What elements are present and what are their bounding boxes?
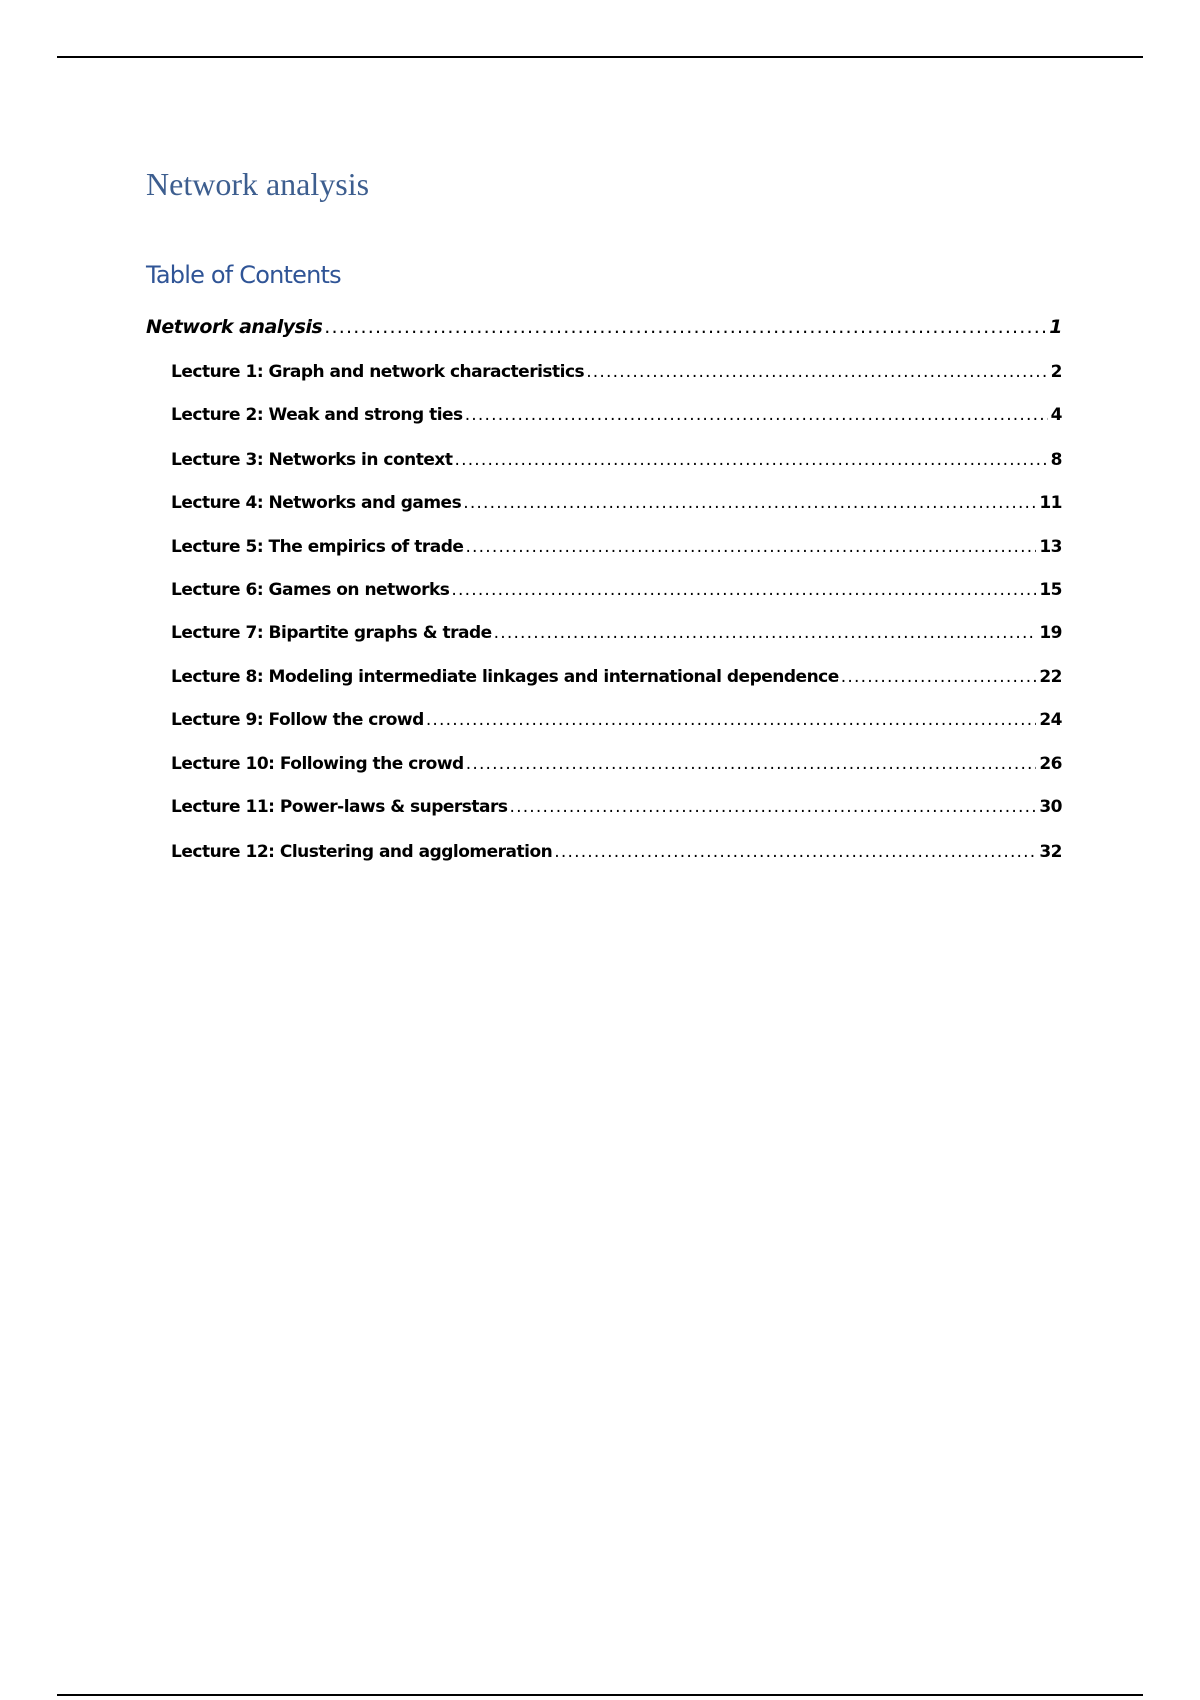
toc-entry[interactable]	[171, 534, 1062, 560]
toc-entry-text: Lecture 9: Follow the crowd	[171, 710, 424, 730]
toc-dot-leader	[324, 314, 1046, 340]
toc-page-number: 32	[1039, 842, 1062, 862]
toc-dot-leader	[451, 577, 1036, 603]
toc-entry-text: Lecture 3: Networks in context	[171, 450, 453, 470]
toc-dot-leader	[586, 359, 1047, 385]
toc-page-number: 19	[1039, 623, 1062, 643]
toc-dot-leader	[466, 751, 1037, 777]
toc-dot-leader	[426, 707, 1037, 733]
toc-dot-leader	[465, 534, 1036, 560]
toc-page-number: 11	[1039, 493, 1062, 513]
toc-entry[interactable]	[171, 402, 1062, 428]
toc-page-number: 26	[1039, 754, 1062, 774]
toc-entry-text: Lecture 8: Modeling intermediate linkages and international dependence	[171, 667, 839, 687]
toc-entry[interactable]	[171, 664, 1062, 690]
toc-heading: Table of Contents	[146, 261, 341, 289]
toc-entry-text: Lecture 12: Clustering and agglomeration	[171, 842, 553, 862]
toc-entry[interactable]	[171, 620, 1062, 646]
toc-entry[interactable]	[171, 839, 1062, 865]
toc-page-number: 13	[1039, 537, 1062, 557]
toc-page-number: 30	[1039, 797, 1062, 817]
toc-dot-leader	[554, 839, 1036, 865]
toc-entry-text: Lecture 4: Networks and games	[171, 493, 462, 513]
toc-entry[interactable]	[171, 577, 1062, 603]
toc-entry-text: Lecture 2: Weak and strong ties	[171, 405, 463, 425]
toc-entry[interactable]	[171, 447, 1062, 473]
footer-rule	[57, 1694, 1143, 1696]
toc-entry[interactable]	[171, 707, 1062, 733]
toc-entry-main[interactable]	[146, 314, 1062, 340]
toc-entry-text: Network analysis	[146, 316, 323, 338]
toc-dot-leader	[841, 664, 1037, 690]
toc-entry-text: Lecture 1: Graph and network characteristics	[171, 362, 585, 382]
toc-dot-leader	[455, 447, 1048, 473]
toc-entry[interactable]	[171, 359, 1062, 385]
toc-dot-leader	[463, 490, 1036, 516]
toc-page-number: 1	[1049, 316, 1062, 338]
document-title: Network analysis	[146, 166, 370, 202]
toc-entry-text: Lecture 10: Following the crowd	[171, 754, 464, 774]
toc-page-number: 15	[1039, 580, 1062, 600]
toc-page-number: 4	[1050, 405, 1062, 425]
toc-entry-text: Lecture 7: Bipartite graphs & trade	[171, 623, 492, 643]
toc-entry-text: Lecture 5: The empirics of trade	[171, 537, 464, 557]
toc-page-number: 24	[1039, 710, 1062, 730]
toc-page-number: 2	[1050, 362, 1062, 382]
toc-entry-text: Lecture 11: Power-laws & superstars	[171, 797, 508, 817]
toc-entry-text: Lecture 6: Games on networks	[171, 580, 450, 600]
toc-entry[interactable]	[171, 751, 1062, 777]
toc-entry[interactable]	[171, 794, 1062, 820]
toc-page-number: 22	[1039, 667, 1062, 687]
toc-dot-leader	[494, 620, 1037, 646]
toc-page-number: 8	[1050, 450, 1062, 470]
toc-dot-leader	[510, 794, 1037, 820]
toc-entry[interactable]	[171, 490, 1062, 516]
toc-dot-leader	[465, 402, 1048, 428]
